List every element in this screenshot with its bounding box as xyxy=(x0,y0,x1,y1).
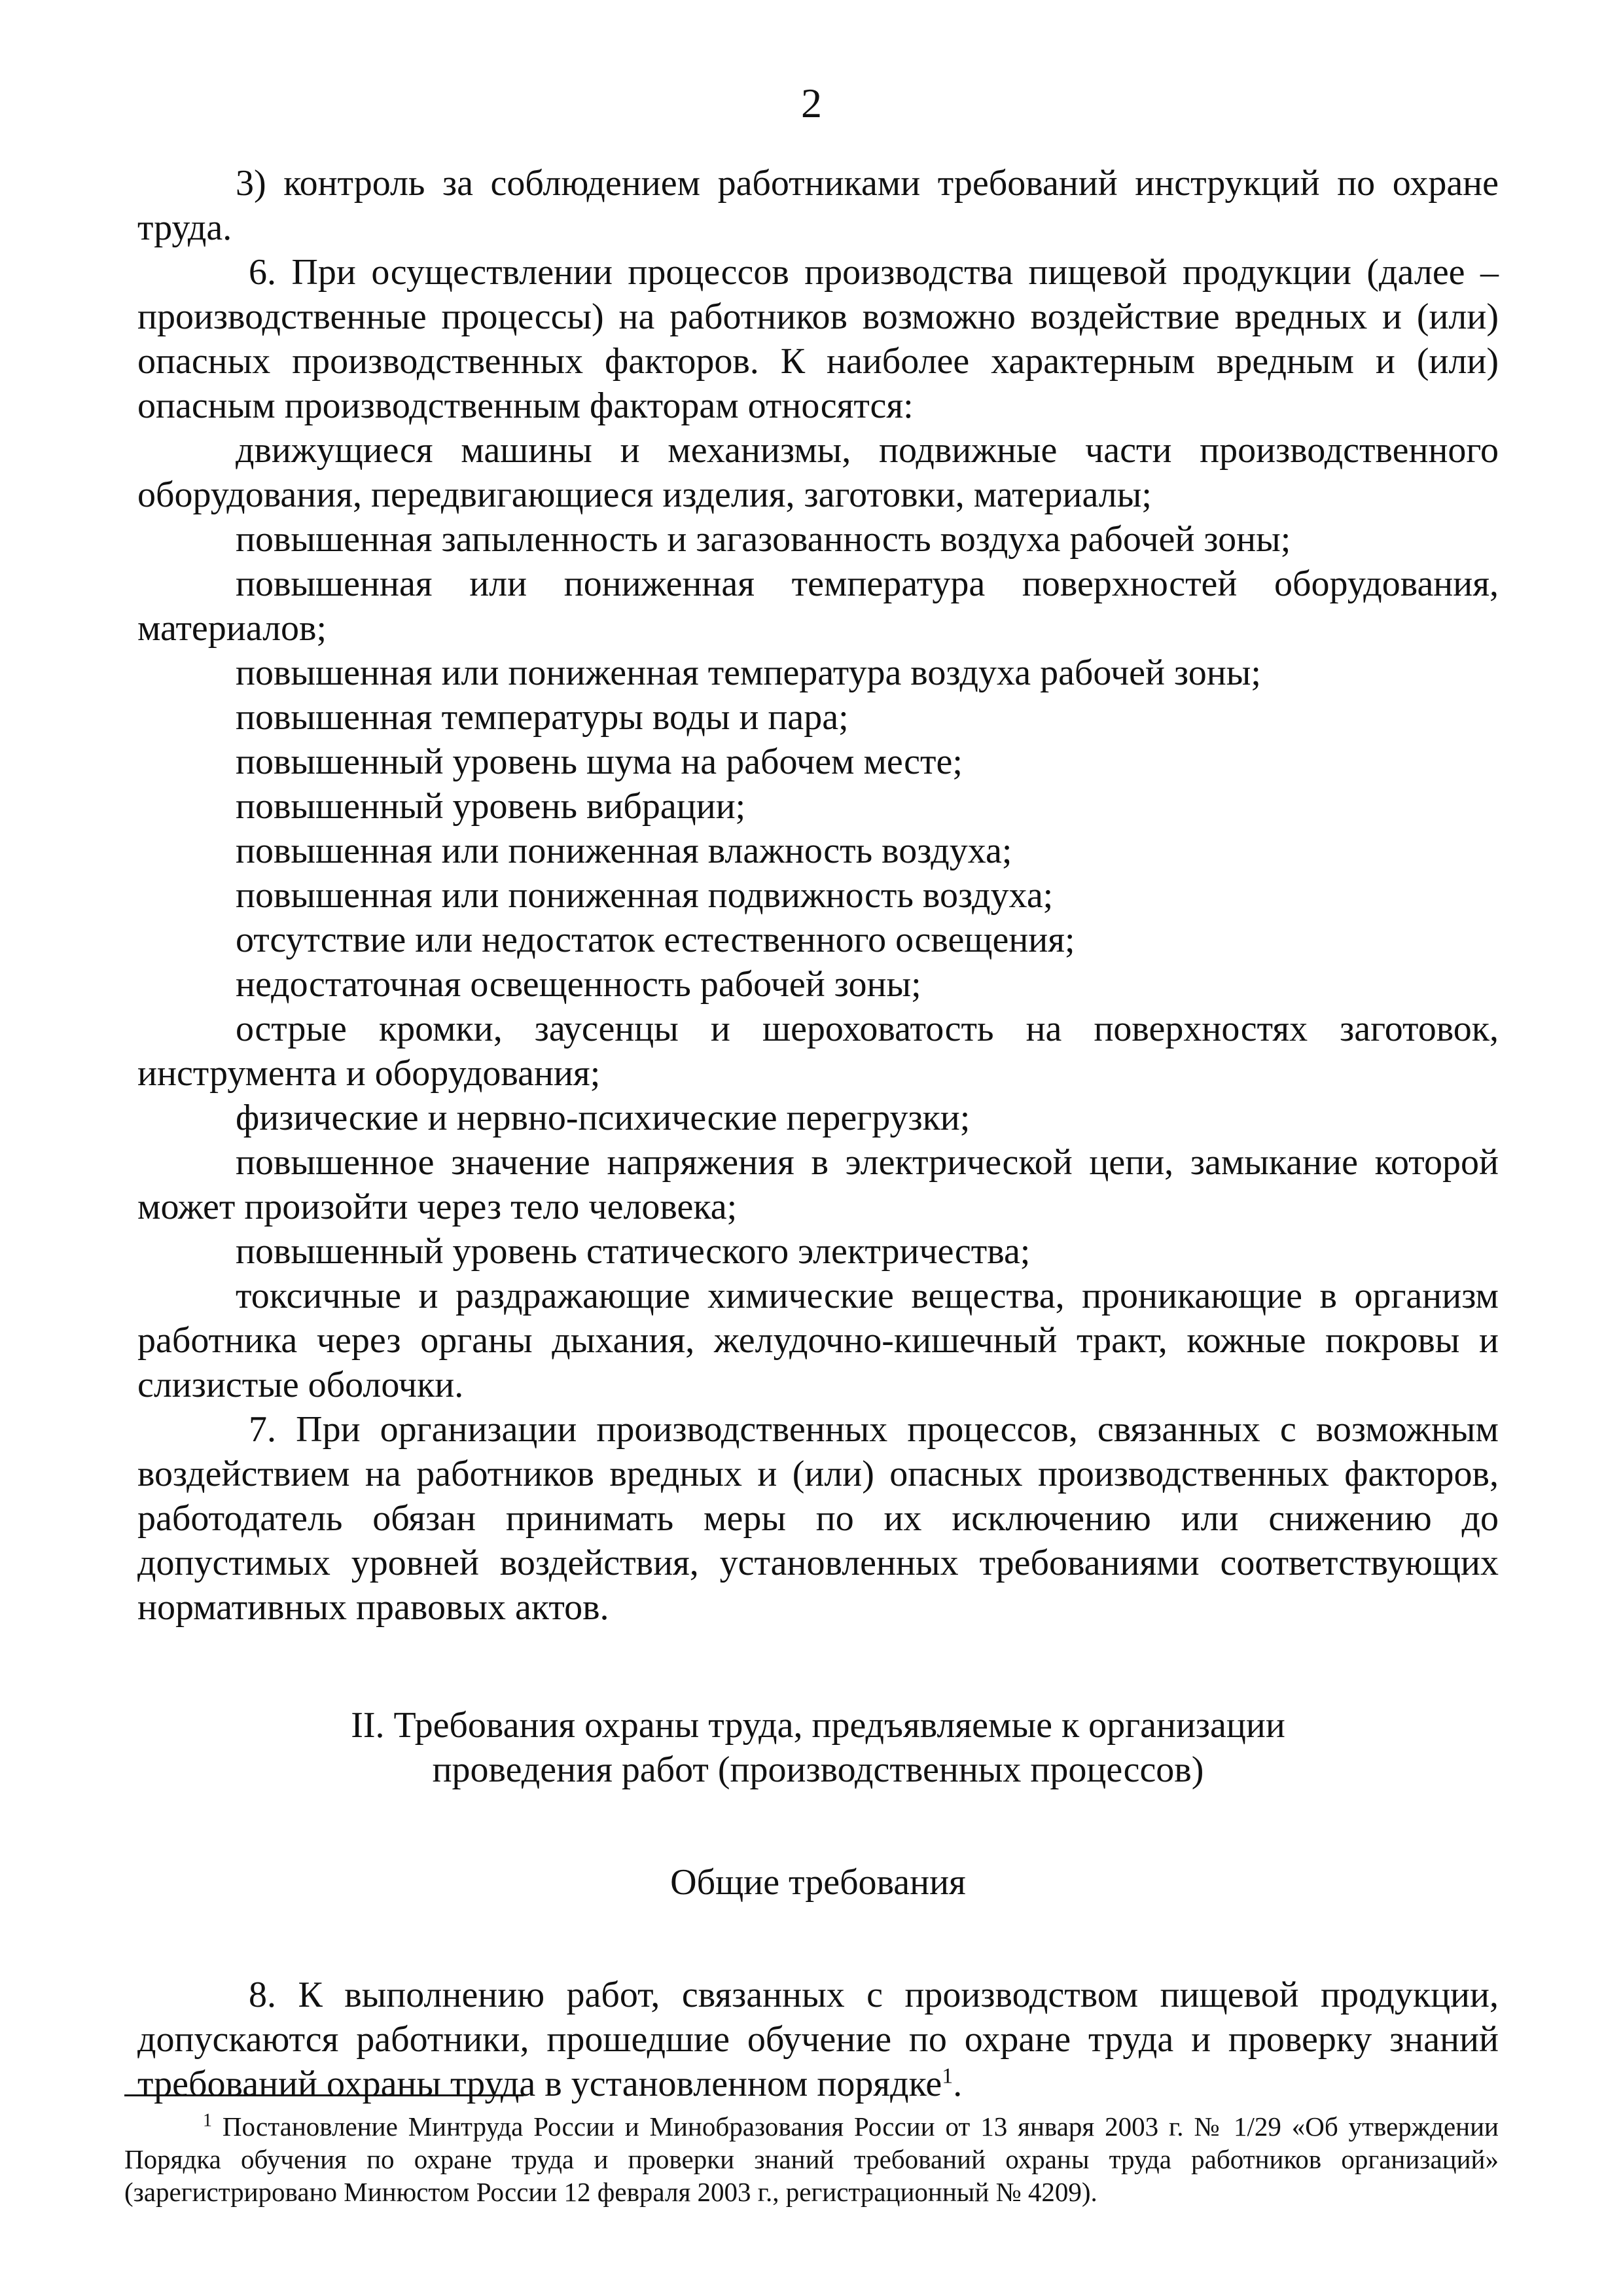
list-item: отсутствие или недостаток естественного освещения; xyxy=(236,920,1075,960)
paragraph-8 xyxy=(137,1973,1499,2106)
section-heading-line-1: II. Требования охраны труда, предъявляемые к организации xyxy=(351,1705,1285,1746)
list-item: повышенная температуры воды и пара; xyxy=(236,697,849,738)
footnote-reference[interactable]: 1 xyxy=(942,2064,954,2089)
subsection-heading: Общие требования xyxy=(670,1862,966,1903)
list-item: движущиеся машины и механизмы, подвижные части производственного оборудования, передвигающиеся изделия, заготовки, материалы; xyxy=(137,430,1499,515)
list-item: повышенная запыленность и загазованность воздуха рабочей зоны; xyxy=(236,519,1291,560)
footnote-separator xyxy=(124,2094,524,2096)
list-item: повышенная или пониженная температура поверхностей оборудования, материалов; xyxy=(137,564,1499,649)
page-number: 2 xyxy=(801,80,822,126)
list-item: токсичные и раздражающие химические вещества, проникающие в организм работника через органы дыхания, желудочно-кишечный тракт, кожные покровы и слизистые оболочки. xyxy=(137,1276,1499,1405)
list-item: физические и нервно-психические перегрузки; xyxy=(236,1098,971,1138)
list-item: повышенная или пониженная влажность воздуха; xyxy=(236,831,1012,871)
list-item: повышенное значение напряжения в электрической цепи, замыкание которой может произойти через тело человека; xyxy=(137,1142,1499,1227)
list-item: повышенный уровень шума на рабочем месте; xyxy=(236,742,963,782)
section-heading xyxy=(137,1703,1499,1792)
list-item: недостаточная освещенность рабочей зоны; xyxy=(236,964,921,1005)
paragraph-6: 6. При осуществлении процессов производства пищевой продукции (далее – производственные процессы) на работников возможно воздействие вредных и (или) опасных производственных факторов. К наиболее характерным вредным и (или) опасным производственным факторам относятся: xyxy=(137,252,1499,426)
paragraph-8-text: 8. К выполнению работ, связанных с производством пищевой продукции, допускаются работники, прошедшие обучение по охране труда и проверку знаний требований охраны труда в установленном порядке xyxy=(137,1975,1499,2104)
section-heading-line-2: проведения работ (производственных процессов) xyxy=(432,1749,1204,1790)
list-item: острые кромки, заусенцы и шероховатость на поверхностях заготовок, инструмента и оборудования; xyxy=(137,1009,1499,1094)
paragraph-8-end: . xyxy=(953,2064,963,2104)
list-item: повышенный уровень статического электричества; xyxy=(236,1231,1031,1272)
document-body xyxy=(137,161,1499,2106)
paragraph-item-3: 3) контроль за соблюдением работниками требований инструкций по охране труда. xyxy=(137,163,1499,248)
list-item: повышенная или пониженная температура воздуха рабочей зоны; xyxy=(236,653,1261,693)
footnote xyxy=(124,2110,1499,2208)
list-item: повышенный уровень вибрации; xyxy=(236,786,746,827)
footnote-text: Постановление Минтруда России и Минобразования России от 13 января 2003 г. № 1/29 «Об утверждении Порядка обучения по охране труда и проверки знаний требований охраны труда работников организаций» (зарегистрировано Минюстом России 12 февраля 2003 г., регистрационный № 4209). xyxy=(124,2111,1499,2207)
list-item: повышенная или пониженная подвижность воздуха; xyxy=(236,875,1054,916)
paragraph-7: 7. При организации производственных процессов, связанных с возможным воздействием на работников вредных и (или) опасных производственных факторов, работодатель обязан принимать меры по их исключению или снижению до допустимых уровней воздействия, установленных требованиями соответствующих нормативных правовых актов. xyxy=(137,1409,1499,1628)
footnote-marker: 1 xyxy=(203,2110,212,2131)
